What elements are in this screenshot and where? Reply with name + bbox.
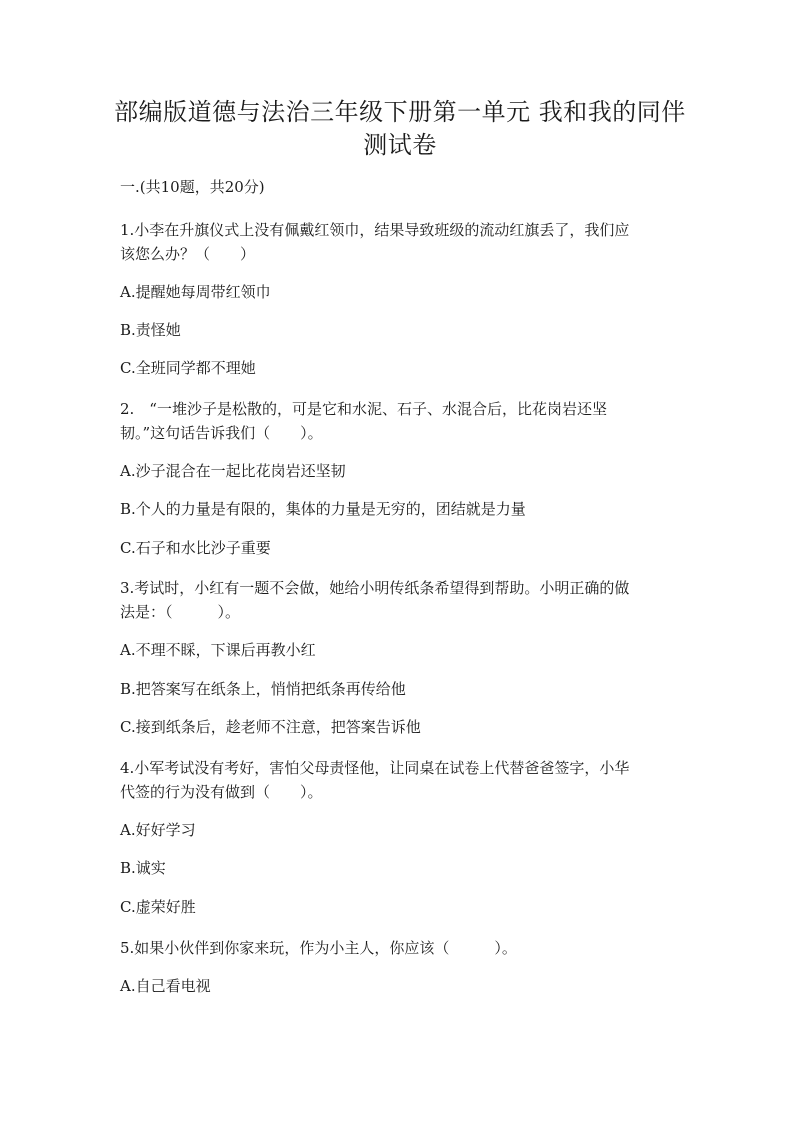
question-3-text-cont: 法是：（ ）。 <box>120 603 241 621</box>
question-1-option-b: B.责怪她 <box>120 321 181 339</box>
question-4-text-cont: 代签的行为没有做到（ ）。 <box>120 783 323 801</box>
question-5-text: 5.如果小伙伴到你家来玩，作为小主人，你应该（ ）。 <box>120 939 517 957</box>
question-2-text-cont: 韧。”这句话告诉我们（ ）。 <box>120 424 323 442</box>
question-4-option-c: C.虚荣好胜 <box>120 898 196 916</box>
question-1-text: 1.小李在升旗仪式上没有佩戴红领巾，结果导致班级的流动红旗丢了，我们应 <box>120 221 630 239</box>
question-1-option-a: A.提醒她每周带红领巾 <box>120 283 271 301</box>
question-1-text-cont: 该您么办？（ ） <box>120 245 256 263</box>
page-title: 部编版道德与法治三年级下册第一单元 我和我的同伴 测试卷 <box>114 98 686 159</box>
question-2-option-b: B.个人的力量是有限的，集体的力量是无穷的，团结就是力量 <box>120 500 526 518</box>
question-3-option-b: B.把答案写在纸条上，悄悄把纸条再传给他 <box>120 680 406 698</box>
question-3-option-c: C.接到纸条后，趁老师不注意，把答案告诉他 <box>120 718 421 736</box>
question-3-text: 3.考试时，小红有一题不会做，她给小明传纸条希望得到帮助。小明正确的做 <box>120 579 630 597</box>
section-heading: 一.(共10题，共20分) <box>120 178 265 196</box>
question-3-option-a: A.不理不睬，下课后再教小红 <box>120 641 316 659</box>
question-2-text: 2. “一堆沙子是松散的，可是它和水泥、石子、水混合后，比花岗岩还坚 <box>120 400 607 418</box>
question-4-option-b: B.诚实 <box>120 859 166 877</box>
question-2-option-a: A.沙子混合在一起比花岗岩还坚韧 <box>120 462 346 480</box>
question-5-option-a: A.自己看电视 <box>120 977 211 995</box>
question-4-option-a: A.好好学习 <box>120 821 196 839</box>
question-2-option-c: C.石子和水比沙子重要 <box>120 539 271 557</box>
question-4-text: 4.小军考试没有考好，害怕父母责怪他，让同桌在试卷上代替爸爸签字，小华 <box>120 759 630 777</box>
question-1-option-c: C.全班同学都不理她 <box>120 359 256 377</box>
